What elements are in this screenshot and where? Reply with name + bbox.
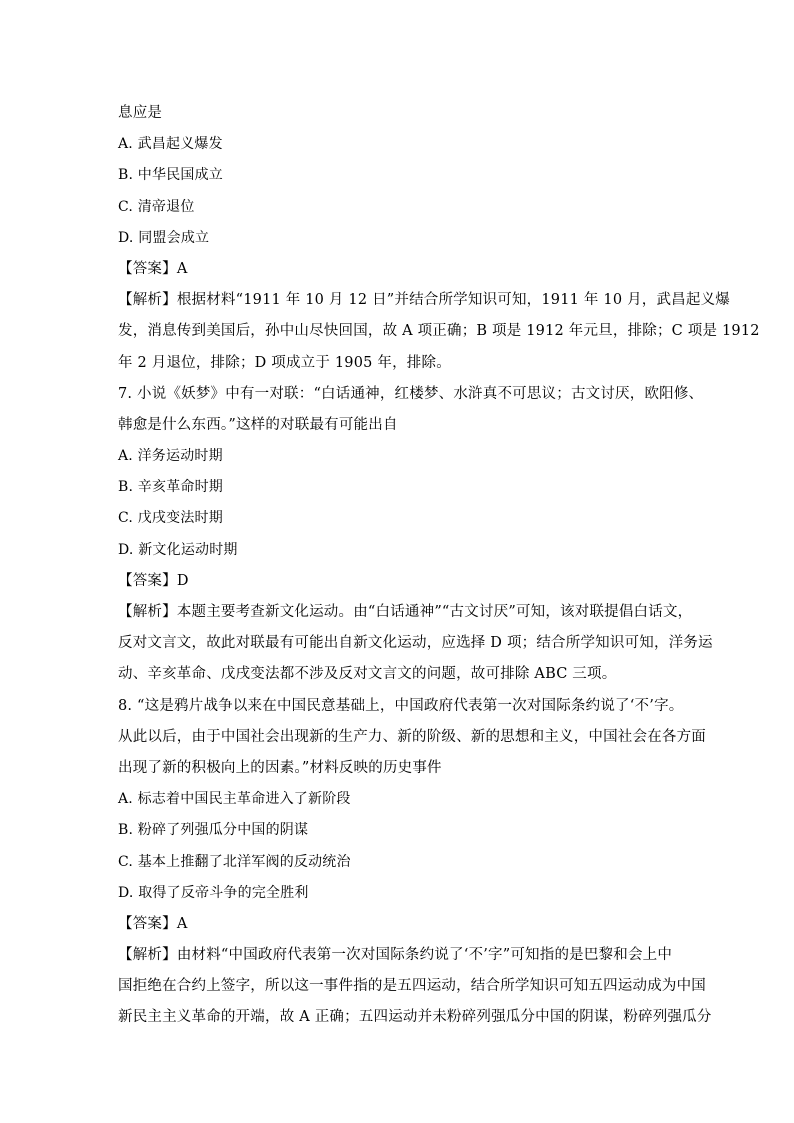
text-line [118, 971, 706, 1002]
answer-option [118, 129, 678, 160]
line-text: B. 辛亥革命时期 [118, 479, 223, 496]
text-line [118, 722, 706, 753]
answer-line [118, 566, 678, 597]
document-page [118, 98, 760, 1034]
section-tag: 【答案】 [118, 915, 177, 932]
analysis-line [118, 940, 678, 971]
line-text: A. 洋务运动时期 [118, 448, 223, 465]
analysis-line [118, 285, 730, 316]
text-line [118, 1002, 712, 1033]
line-text: C. 清帝退位 [118, 198, 195, 215]
line-text: 韩愈是什么东西。”这样的对联最有可能出自 [118, 416, 398, 433]
text-line [118, 379, 704, 410]
answer-option [118, 472, 678, 503]
answer-option [118, 784, 678, 815]
line-text: B. 粉碎了列强瓜分中国的阴谋 [118, 822, 309, 839]
line-text: 7. 小说《妖梦》中有一对联：“白话通神，红楼梦、水浒真不可思议；古文讨厌，欧阳修、 [118, 385, 704, 402]
section-tag: 【解析】 [118, 947, 177, 964]
section-tag: 【答案】 [118, 260, 177, 277]
line-text: A. 武昌起义爆发 [118, 136, 223, 153]
answer-option [118, 192, 678, 223]
answer-option [118, 535, 678, 566]
text-line [118, 348, 678, 379]
text-line [118, 628, 713, 659]
answer-line [118, 909, 678, 940]
section-tag: 【解析】 [118, 604, 177, 620]
line-text: 从此以后，由于中国社会出现新的生产力、新的阶级、新的思想和主义，中国社会在各方面 [118, 728, 706, 745]
line-text: D [176, 572, 189, 589]
section-tag: 【答案】 [118, 572, 177, 589]
answer-option [118, 878, 678, 909]
answer-option [118, 815, 678, 846]
line-text: D. 新文化运动时期 [118, 541, 238, 558]
line-text: 息应是 [118, 105, 163, 121]
line-text: 反对文言文，故此对联最有可能出自新文化运动，应选择 D 项；结合所学知识可知，洋务运 [118, 635, 713, 652]
line-text: B. 中华民国成立 [118, 167, 223, 184]
line-text: 8. “这是鸦片战争以来在中国民意基础上，中国政府代表第一次对国际条约说了‘不’字。 [118, 697, 684, 714]
line-text: D. 取得了反帝斗争的完全胜利 [118, 884, 309, 901]
text-line [118, 316, 760, 347]
answer-option [118, 503, 678, 534]
line-text: A [176, 915, 188, 932]
line-text: 动、辛亥革命、戊戌变法都不涉及反对文言文的问题，故可排除 ABC 三项。 [118, 666, 617, 683]
answer-option [118, 847, 678, 878]
line-text: 新民主主义革命的开端，故 A 正确；五四运动并未粉碎列强瓜分中国的阴谋，粉碎列强瓜分 [118, 1009, 712, 1026]
line-text: 发，消息传到美国后，孙中山尽快回国，故 A 项正确；B 项是 1912 年元旦，排除；C 项是 1912 [118, 323, 760, 340]
answer-line [118, 254, 678, 285]
text-line [118, 410, 678, 441]
line-text: 国拒绝在合约上签字，所以这一事件指的是五四运动，结合所学知识可知五四运动成为中国 [118, 978, 706, 995]
line-text: 由材料“中国政府代表第一次对国际条约说了‘不’字”可知指的是巴黎和会上中 [176, 947, 673, 964]
line-text: A [176, 260, 188, 277]
text-line [118, 691, 684, 722]
text-line [118, 753, 678, 784]
line-text: 根据材料“1911 年 10 月 12 日”并结合所学知识可知，1911 年 10 月，武昌起义爆 [176, 292, 730, 309]
answer-option [118, 441, 678, 472]
answer-option [118, 160, 678, 191]
text-line [118, 98, 678, 129]
line-text: 出现了新的积极向上的因素。”材料反映的历史事件 [118, 759, 442, 776]
section-tag: 【解析】 [118, 292, 177, 309]
text-line [118, 659, 678, 690]
answer-option [118, 223, 678, 254]
line-text: 本题主要考查新文化运动。由“白话通神”“古文讨厌”可知，该对联提倡白话文， [176, 604, 693, 620]
line-text: 年 2 月退位，排除；D 项成立于 1905 年，排除。 [118, 354, 451, 371]
line-text: A. 标志着中国民主革命进入了新阶段 [118, 791, 351, 808]
line-text: C. 戊戌变法时期 [118, 510, 223, 527]
line-text: C. 基本上推翻了北洋军阀的反动统治 [118, 853, 351, 870]
line-text: D. 同盟会成立 [118, 229, 210, 246]
analysis-line [118, 597, 693, 628]
